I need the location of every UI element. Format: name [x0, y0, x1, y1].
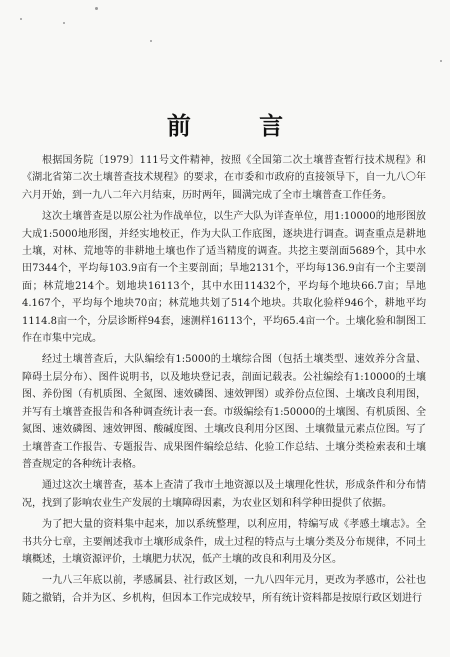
- paragraph: 为了把大量的资料集中起来，加以系统整理，以利应用，特编写成《孝感土壤志》。全书共分七章，主要阐述我市土壤形成条件，成土过程的特点与土壤分类及分布规律，不同土壤概述，土壤资源评价，土壤肥力状况，低产土壤的改良和利用及分区。: [22, 519, 426, 565]
- scan-speck: [20, 18, 22, 20]
- document-body: [22, 152, 426, 652]
- paragraph: 通过这次土壤普查，基本上查清了我市土地资源以及土壤理化性状，形成条件和分布情况，找到了影响农业生产发展的土壤障碍因素，为农业区划和科学种田提供了依据。: [22, 480, 426, 509]
- scan-speck: [63, 22, 65, 24]
- scan-speck: [95, 7, 98, 10]
- scan-speck: [440, 60, 442, 62]
- page-title: 前 言: [166, 111, 314, 140]
- paragraph: 经过土壤普查后，大队编绘有1:5000的土壤综合图（包括土壤类型、速效养分含量、障碍土层分布）、图件说明书，以及地块登记表，剖面记载表。公社编绘有1:10000的土壤图、养份图（有机质图、全氮图、速效磷图、速效钾图）或养份点位图、土壤改良利用图，并写有土壤普查报告和各种调查统计表一套。市级编绘有1:50000的土壤图、有机质图、全氮图、速效磷图、速效钾图、酸碱度图、土壤改良利用分区图、土壤微量元素点位图。写了土壤普查工作报告、专题报告、成果图件编绘总结、化验工作总结、土壤分类检索表和土壤普查规定的各种统计表格。: [22, 354, 426, 470]
- paragraph: 根据国务院〔1979〕111号文件精神，按照《全国第二次土壤普查暂行技术规程》和《湖北省第二次土壤普查技术规程》的要求，在市委和市政府的直接领导下，自一九八〇年六月开始，到一九八二年六月结束，历时两年，圆满完成了全市土壤普查工作任务。: [22, 155, 426, 201]
- paragraph: 这次土壤普查是以原公社为作战单位，以生产大队为详查单位，用1:10000的地形图放大成1:5000地形图，并经实地校正，作为大队工作底图，逐块进行调查。调查重点是耕地土壤，对林、荒地等的非耕地土壤也作了适当精度的调查。共挖主要剖面5689个，其中水田7344个，平均每103.9亩有一个主要剖面；旱地2131个，平均每136.9亩有一个主要剖面；林荒地214个。划地块16113个，其中水田11432个，平均每个地块66.7亩；旱地4.167个，平均每个地块70亩；林荒地共划了514个地块。共取化验样946个，耕地平均1114.8亩一个，分层诊断样94套，速测样16113个，平均65.4亩一个。土壤化验和制图工作在市集中完成。: [22, 211, 426, 345]
- scan-speck: [150, 40, 152, 42]
- paragraph: 一九八三年底以前，孝感属县、社行政区划，一九八四年元月，更改为孝感市，公社也随之撤销，合并为区、乡机构，但因本工作完成较早，所有统计资料都是按原行政区划进行: [22, 575, 426, 604]
